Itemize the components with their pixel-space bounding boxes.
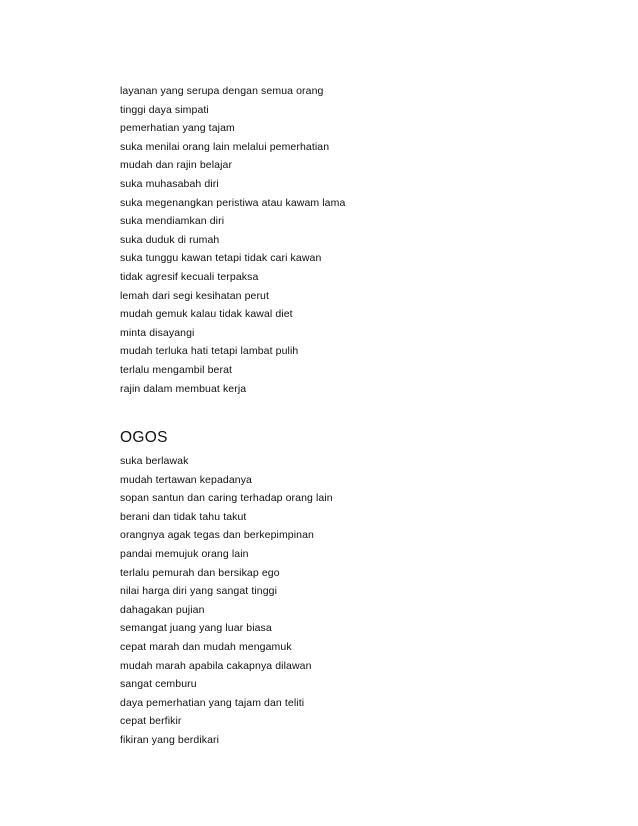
list-item: sangat cemburu bbox=[120, 678, 197, 691]
list-item: cepat berfikir bbox=[120, 715, 182, 728]
list-item: semangat juang yang luar biasa bbox=[120, 622, 272, 635]
list-item: cepat marah dan mudah mengamuk bbox=[120, 640, 292, 653]
list-item: fikiran yang berdikari bbox=[120, 733, 220, 746]
list-item: tidak agresif kecuali terpaksa bbox=[120, 270, 259, 283]
list-item: suka megenangkan peristiwa atau kawam lama bbox=[120, 196, 346, 209]
list-item: suka muhasabah diri bbox=[120, 177, 219, 190]
list-item: mudah dan rajin belajar bbox=[120, 159, 233, 172]
trait-list bbox=[120, 452, 580, 750]
list-item: berani dan tidak tahu takut bbox=[120, 510, 247, 523]
list-item: suka menilai orang lain melalui pemerhatian bbox=[120, 140, 330, 153]
list-item: pandai memujuk orang lain bbox=[120, 547, 249, 560]
list-item: layanan yang serupa dengan semua orang bbox=[120, 85, 324, 97]
list-item: orangnya agak tegas dan berkepimpinan bbox=[120, 529, 315, 542]
ogos-section bbox=[120, 428, 580, 750]
list-item: mudah marah apabila cakapnya dilawan bbox=[120, 659, 312, 672]
list-item: terlalu pemurah dan bersikap ego bbox=[120, 566, 280, 579]
list-item: dahagakan pujian bbox=[120, 603, 205, 616]
list-item: terlalu mengambil berat bbox=[120, 363, 233, 376]
list-item: lemah dari segi kesihatan perut bbox=[120, 289, 270, 302]
trait-list-section bbox=[120, 82, 580, 398]
section-heading: OGOS bbox=[120, 429, 168, 446]
list-item: daya pemerhatian yang tajam dan teliti bbox=[120, 696, 305, 709]
list-item: tinggi daya simpati bbox=[120, 103, 209, 116]
list-item: pemerhatian yang tajam bbox=[120, 122, 235, 135]
list-item: mudah gemuk kalau tidak kawal diet bbox=[120, 308, 293, 321]
list-item: mudah terluka hati tetapi lambat pulih bbox=[120, 345, 299, 358]
list-item: mudah tertawan kepadanya bbox=[120, 473, 252, 486]
trait-list bbox=[120, 82, 580, 398]
list-item: rajin dalam membuat kerja bbox=[120, 382, 247, 395]
list-item: suka berlawak bbox=[120, 455, 189, 467]
list-item: suka tunggu kawan tetapi tidak cari kawan bbox=[120, 252, 322, 265]
list-item: nilai harga diri yang sangat tinggi bbox=[120, 585, 278, 598]
list-item: suka mendiamkan diri bbox=[120, 215, 225, 228]
list-item: sopan santun dan caring terhadap orang lain bbox=[120, 492, 333, 505]
list-item: minta disayangi bbox=[120, 326, 195, 339]
list-item: suka duduk di rumah bbox=[120, 233, 220, 246]
